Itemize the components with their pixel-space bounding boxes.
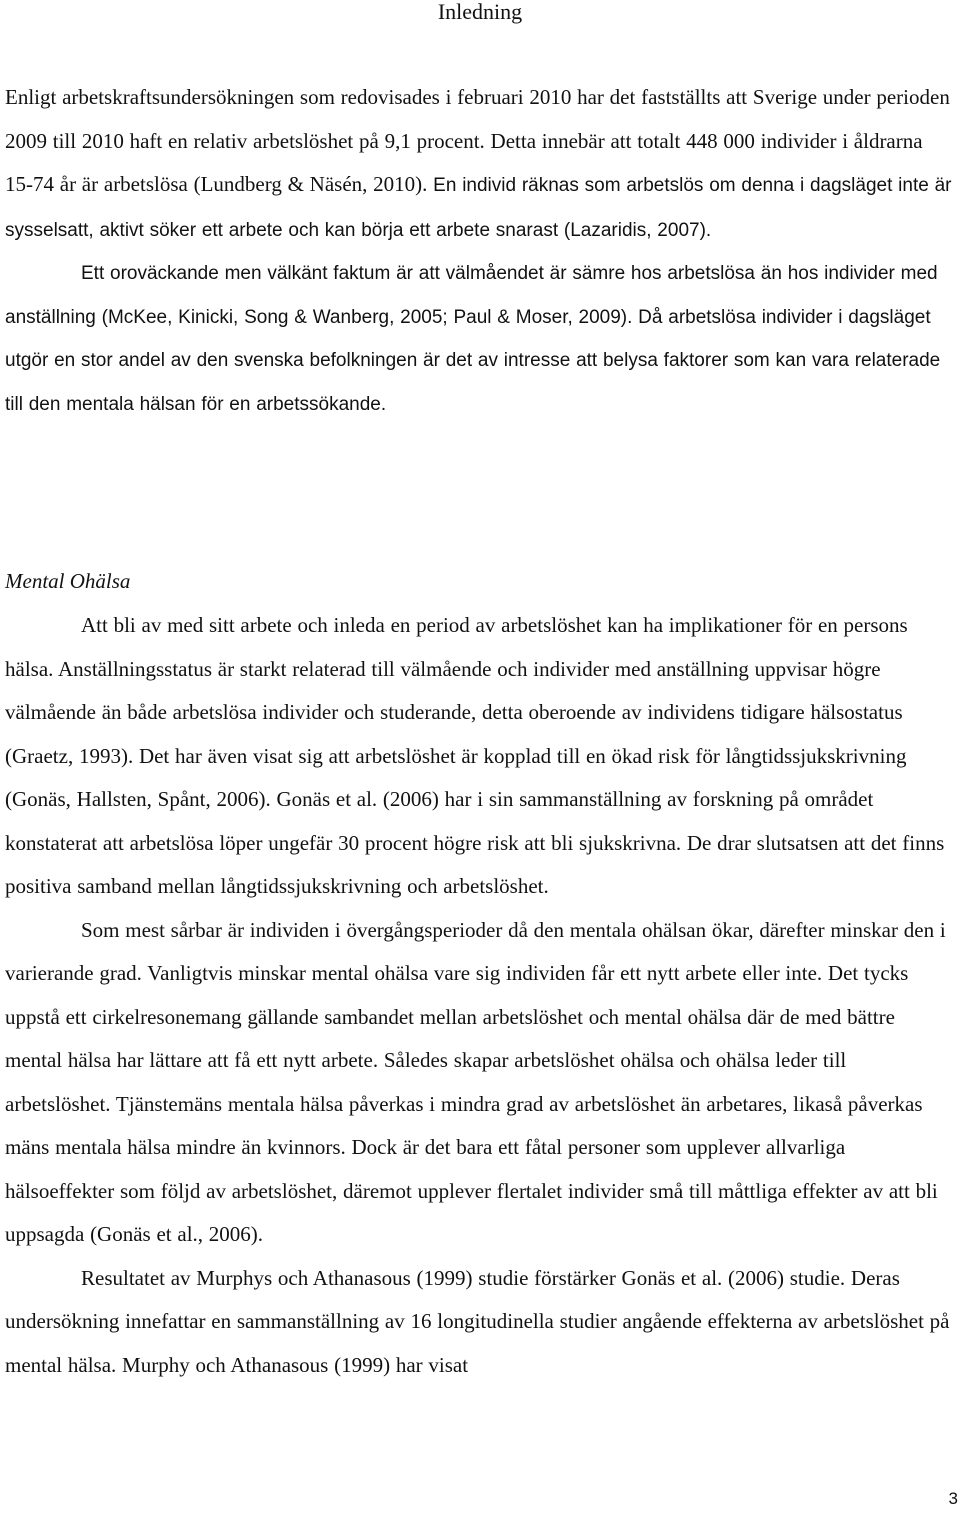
paragraph-statistics-text: Enligt arbetskraftsundersökningen som redovisades i februari 2010 har det fastställts att Sverige under perioden 2009 till 2010 haft en relativ arbetslöshet på 9,1 procent. Detta innebär att totalt 448 000 individer i åldrarna 15-74 år är arbetslösa (Lundberg & Näsén, 2010).	[5, 85, 950, 196]
page-number: 3	[948, 1489, 958, 1508]
paragraph-health-implications: Att bli av med sitt arbete och inleda en period av arbetslöshet kan ha implikationer för en persons hälsa. Anställningsstatus är starkt relaterad till välmående och individer med anställning uppvisar högre välmående än både arbetslösa individer och studerande, detta oberoende av individens tidigare hälsostatus (Graetz, 1993). Det har även visat sig att arbetslöshet är kopplad till en ökad risk för långtidssjukskrivning (Gonäs, Hallsten, Spånt, 2006). Gonäs et al. (2006) har i sin sammanställning av forskning på området konstaterat att arbetslösa löper ungefär 30 procent högre risk att bli sjukskrivna. De drar slutsatsen att det finns positiva samband mellan långtidssjukskrivning och arbetslöshet.	[5, 613, 945, 898]
intro-section	[5, 76, 955, 426]
paragraph-wellbeing: Ett oroväckande men välkänt faktum är att välmåendet är sämre hos arbetslösa än hos individer med anställning (McKee, Kinicki, Song & Wanberg, 2005; Paul & Moser, 2009). Då arbetslösa individer i dagsläget utgör en stor andel av den svenska befolkningen är det av intresse att belysa faktorer som kan vara relaterade till den mentala hälsan för en arbetssökande.	[5, 263, 941, 415]
paragraph-definition-text: En individ räknas som arbetslös om denna i dagsläget inte är sysselsatt, aktivt söker ett arbete och kan börja ett arbete snarast (Lazaridis, 2007).	[5, 175, 952, 241]
paragraph-unemployment-statistics	[5, 76, 955, 252]
paragraph-vulnerability: Som mest sårbar är individen i övergångsperioder då den mentala ohälsan ökar, därefter minskar den i varierande grad. Vanligtvis minskar mental ohälsa vare sig individen får ett nytt arbete eller inte. Det tycks uppstå ett cirkelresonemang gällande sambandet mellan arbetslöshet och mental ohälsa där de med bättre mental hälsa har lättare att få ett nytt arbete. Således skapar arbetslöshet ohälsa och ohälsa leder till arbetslöshet. Tjänstemäns mentala hälsa påverkas i mindra grad av arbetslöshet än arbetares, likaså påverkas mäns mentala hälsa mindre än kvinnors. Dock är det bara ett fåtal personer som upplever allvarliga hälsoeffekter som följd av arbetslöshet, däremot upplever flertalet individer små till måttliga effekter av att bli uppsagda (Gonäs et al., 2006).	[5, 917, 946, 1246]
paragraph-murphy-athanasou: Resultatet av Murphys och Athanasous (1999) studie förstärker Gonäs et al. (2006) studie. Deras undersökning innefattar en sammanställning av 16 longitudinella studier angående effekterna av arbetslöshet på mental hälsa. Murphy och Athanasous (1999) har visat	[5, 1265, 950, 1377]
page-title: Inledning	[437, 0, 523, 24]
section-heading-mental-ohalsa: Mental Ohälsa	[5, 569, 131, 593]
mental-health-section	[5, 604, 955, 1387]
